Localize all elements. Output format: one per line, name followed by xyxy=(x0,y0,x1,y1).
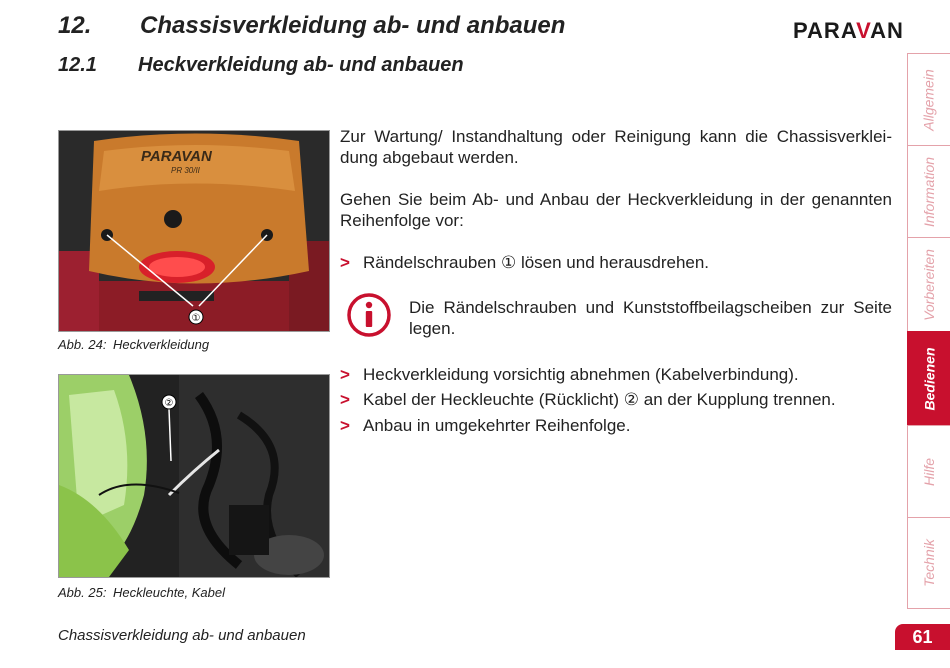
rear-cover-photo xyxy=(58,130,330,332)
photo-marker-1: ① xyxy=(191,313,201,324)
tail-light-cable-photo xyxy=(58,374,330,578)
chapter-number: 12. xyxy=(58,12,92,39)
bullet-arrow: > xyxy=(340,365,350,384)
figure-24-caption xyxy=(58,337,209,352)
chapter-sidebar xyxy=(907,53,950,609)
photo-model-text: PR 30/II xyxy=(171,166,200,175)
step-text: Kabel der Heckleuchte (Rücklicht) ② an der Kupplung trennen. xyxy=(363,390,836,409)
sidebar-tab-vorbereiten[interactable]: Vorbereiten xyxy=(907,237,950,331)
figure-24-label: Abb. 24: xyxy=(58,337,107,352)
page-number: 61 xyxy=(895,624,950,650)
sidebar-tab-hilfe[interactable]: Hilfe xyxy=(907,425,950,517)
step-text: Heckverkleidung vorsichtig abnehmen (Kabelverbindung). xyxy=(363,365,799,384)
rear-cover-illustration xyxy=(59,131,329,331)
sidebar-tab-bedienen[interactable]: Bedienen xyxy=(907,331,950,425)
info-note-text: Die Rändelschrauben und Kunststoffbeilagscheiben zur Seite legen. xyxy=(409,298,892,338)
paravan-logo: PARAVAN xyxy=(793,18,904,43)
section-number: 12.1 xyxy=(58,54,97,76)
photo-marker-2: ② xyxy=(164,398,174,409)
bullet-arrow: > xyxy=(340,390,350,409)
intro-paragraph: Zur Wartung/ Instandhaltung oder Reinigung kann die Chassisverkleidung abgebaut werden. xyxy=(340,127,892,167)
step-text: Rändelschrauben ① lösen und herausdrehen. xyxy=(363,253,710,272)
tail-light-cable-illustration xyxy=(59,375,329,577)
order-paragraph: Gehen Sie beim Ab- und Anbau der Heckverkleidung in der genannten Reihenfolge vor: xyxy=(340,190,892,230)
figure-25-text: Heckleuchte, Kabel xyxy=(113,585,226,600)
chapter-title: Chassisverkleidung ab- und anbauen xyxy=(140,12,566,39)
section-title: Heckverkleidung ab- und anbauen xyxy=(138,54,464,76)
figure-25-label: Abb. 25: xyxy=(58,585,107,600)
sidebar-tab-technik[interactable]: Technik xyxy=(907,517,950,609)
bullet-arrow: > xyxy=(340,416,350,435)
running-footer: Chassisverkleidung ab- und anbauen xyxy=(58,627,306,644)
info-note xyxy=(340,292,892,344)
figure-24-text: Heckverkleidung xyxy=(113,337,210,352)
sidebar-tab-allgemein[interactable]: Allgemein xyxy=(907,53,950,145)
photo-brand-text: PARAVAN xyxy=(141,148,212,165)
step-text: Anbau in umgekehrter Reihenfolge. xyxy=(363,416,631,435)
section-heading xyxy=(58,54,464,77)
sidebar-tab-information[interactable]: Information xyxy=(907,145,950,237)
info-icon xyxy=(346,292,392,338)
chapter-heading xyxy=(58,12,565,40)
figure-25-caption xyxy=(58,585,225,600)
bullet-arrow: > xyxy=(340,253,350,272)
